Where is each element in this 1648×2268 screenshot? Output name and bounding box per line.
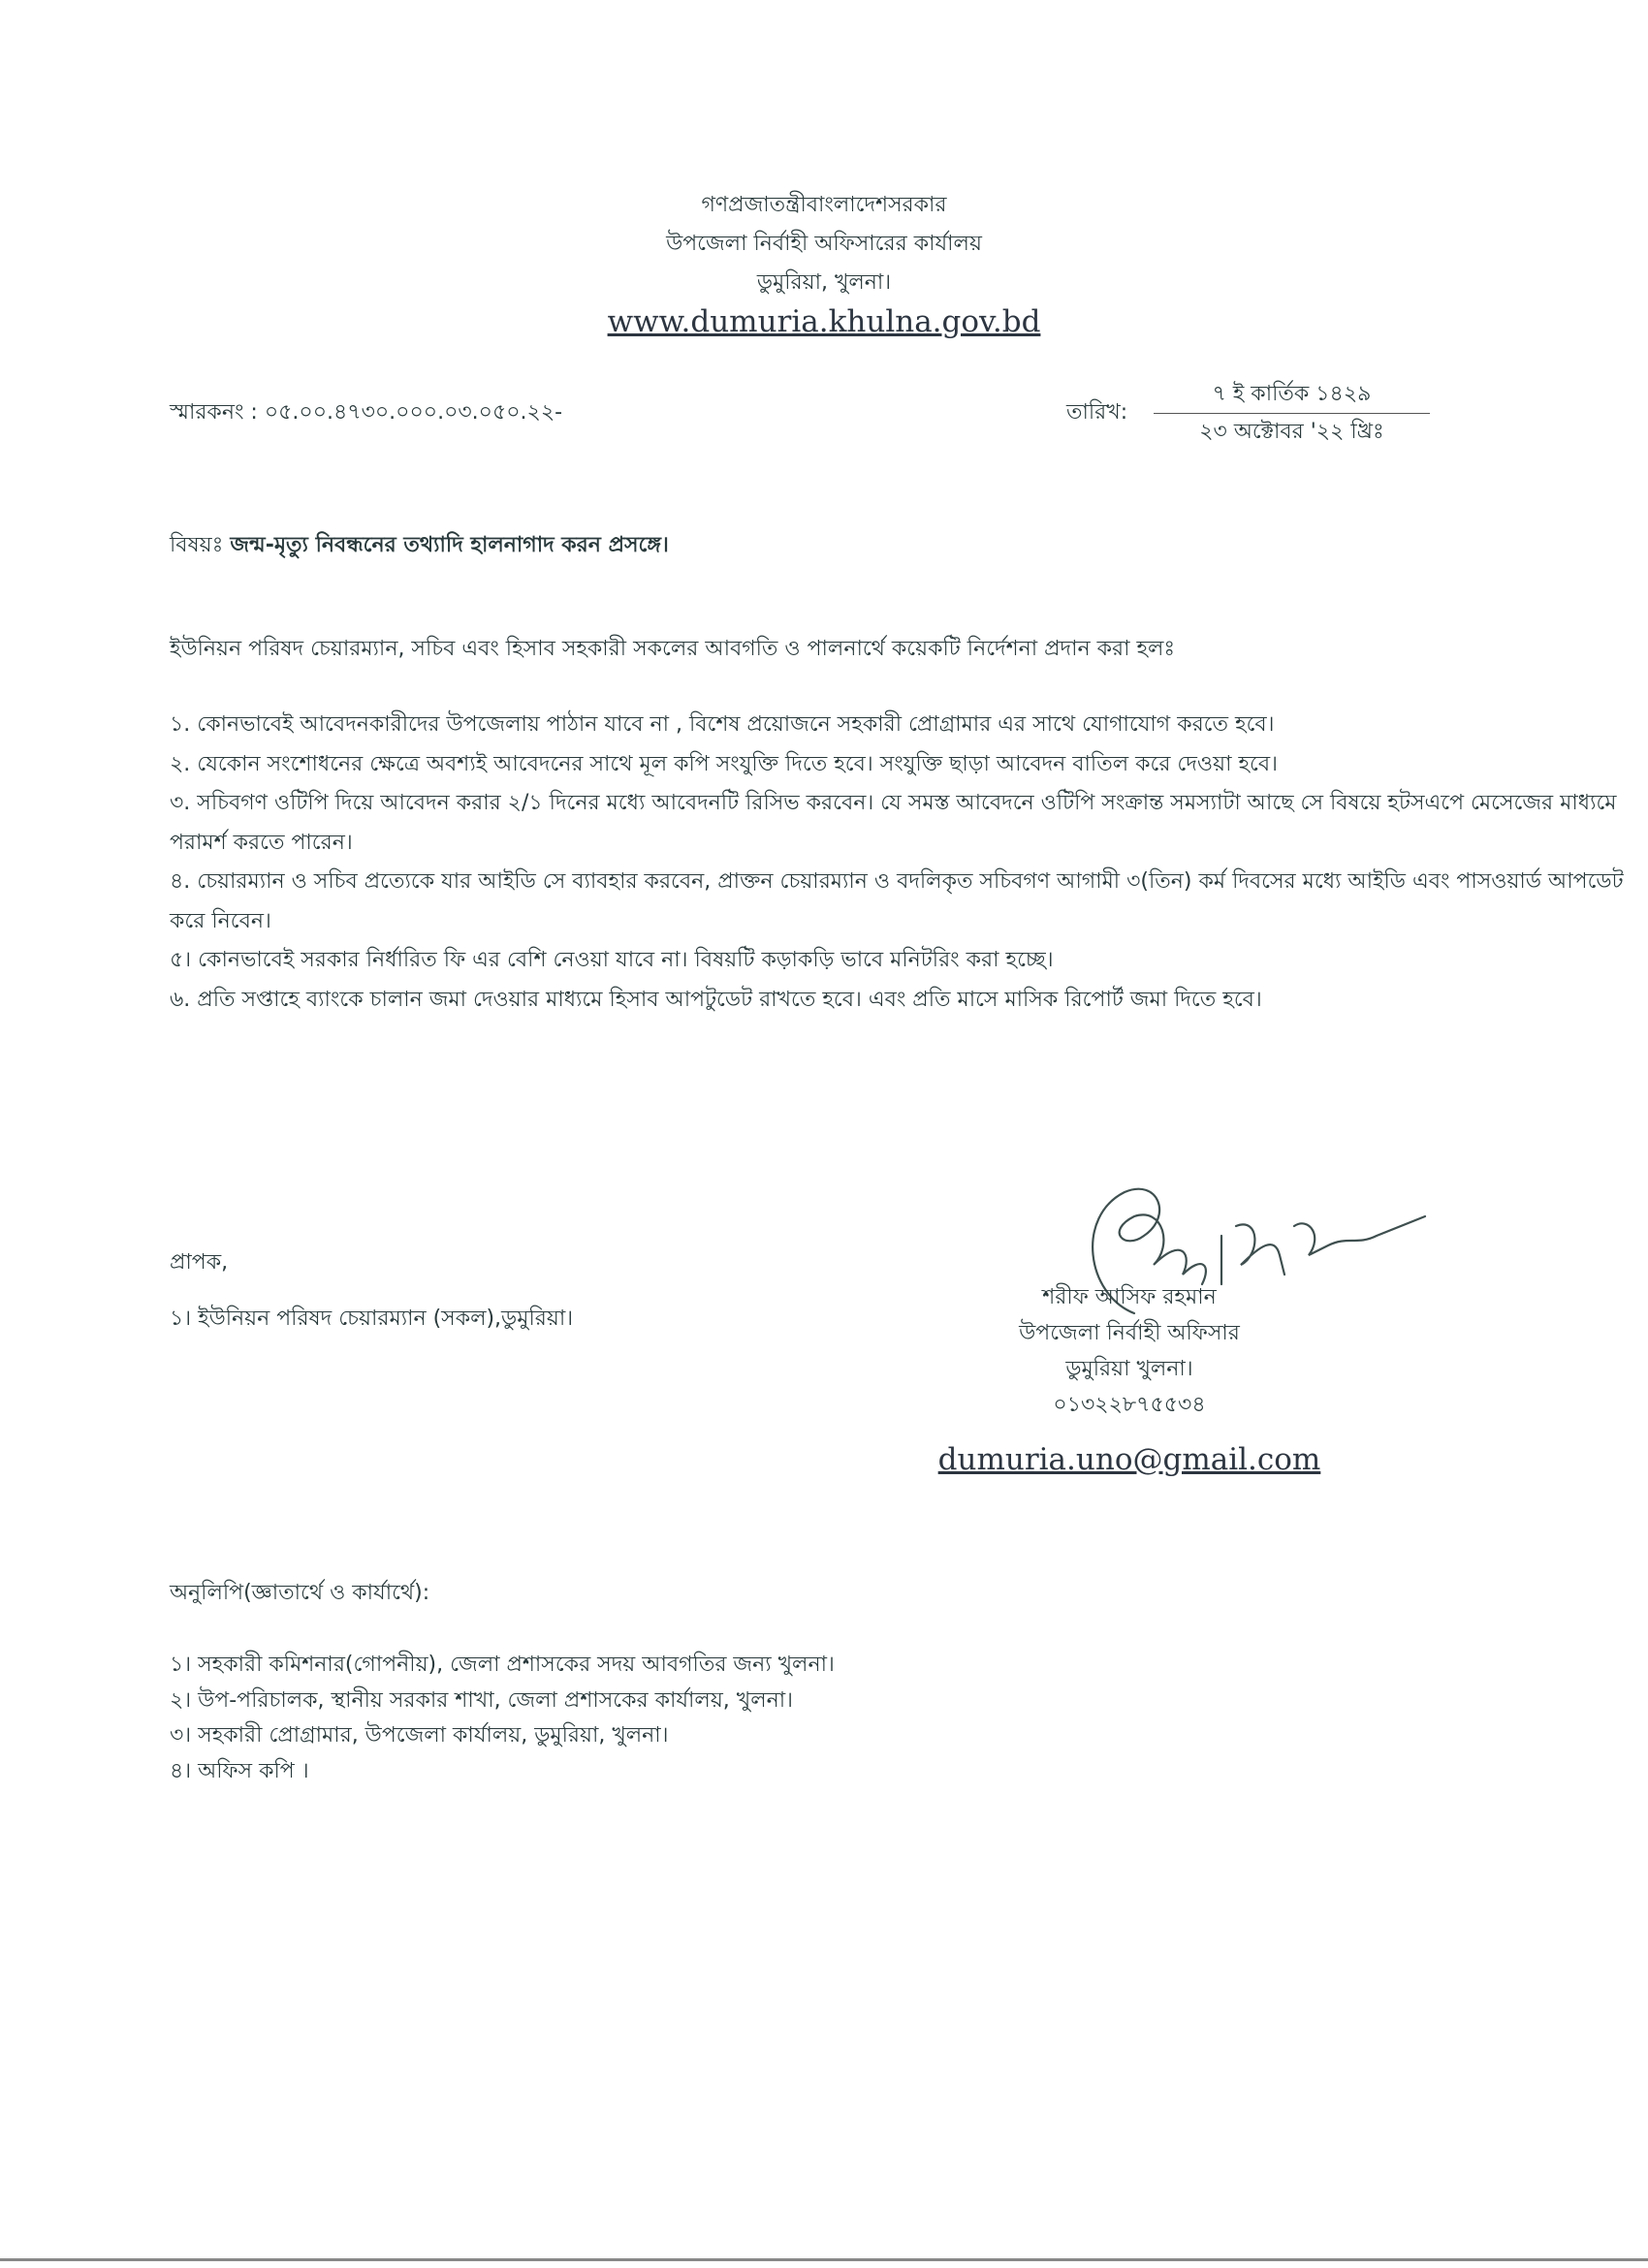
signatory-email[interactable]: dumuria.uno@gmail.com [937,1442,1321,1477]
instruction-item: ৫। কোনভাবেই সরকার নির্ধারিত ফি এর বেশি নেওয়া যাবে না। বিষয়টি কড়াকড়ি ভাবে মনিটরিং করা হচ্ছে। [170,948,1054,972]
instruction-item: ২. যেকোন সংশোধনের ক্ষেত্রে অবশ্যই আবেদনের সাথে মূল কপি সংযুক্তি দিতে হবে। সংযুক্তি ছাড়া আবেদন বাতিল করে দেওয়া হবে। [170,751,1278,776]
instruction-item: ৬. প্রতি সপ্তাহে ব্যাংকে চালান জমা দেওয়ার মাধ্যমে হিসাব আপটুডেট রাখতে হবে। এবং প্রতি মাসে মাসিক রিপোর্ট জমা দিতে হবে। [170,987,1262,1012]
signatory-location: ডুমুরিয়া খুলনা। [1065,1357,1193,1381]
date-label: তারিখ: [1066,400,1128,425]
instruction-item: ৪. চেয়ারম্যান ও সচিব প্রত্যেকে যার আইডি সে ব্যাবহার করবেন, প্রাক্তন চেয়ারম্যান ও বদলিকৃত সচিবগণ আগামী ৩(তিন) কর্ম দিবসের মধ্যে আইডি এবং পাসওয়ার্ড আপডেট করে নিবেন। [170,869,1624,933]
date-english: ২৩ অক্টোবর '২২ খ্রিঃ [1199,420,1384,444]
website-link[interactable]: www.dumuria.khulna.gov.bd [607,304,1041,339]
date-block [1154,376,1430,451]
date-bangla: ৭ ই কার্তিক ১৪২৯ [1154,376,1430,414]
signatory-phone: ০১৩২২৮৭৫৫৩৪ [1053,1393,1206,1417]
copy-item: ১। সহকারী কমিশনার(গোপনীয়), জেলা প্রশাসকের সদয় আবগতির জন্য খুলনা। [170,1653,835,1677]
reference-value: ০৫.০০.৪৭৩০.০০০.০৩.০৫০.২২- [264,400,563,425]
letterhead [0,186,1648,341]
recipient-item: ১। ইউনিয়ন পরিষদ চেয়ারম্যান (সকল),ডুমুরিয়া। [170,1307,574,1331]
subject-text: জন্ম-মৃত্যু নিবন্ধনের তথ্যাদি হালনাগাদ করন প্রসঙ্গে। [230,533,669,557]
instruction-item: ১. কোনভাবেই আবেদনকারীদের উপজেলায় পাঠান যাবে না , বিশেষ প্রয়োজনে সহকারী প্রোগ্রামার এর সাথে যোগাযোগ করতে হবে। [170,712,1275,737]
reference-label: স্মারকনং : [170,400,265,425]
intro-text: ইউনিয়ন পরিষদ চেয়ারম্যান, সচিব এবং হিসাব সহকারী সকলের আবগতি ও পালনার্থে কয়েকটি নির্দেশনা প্রদান করা হলঃ [170,637,1176,661]
subject-line [170,528,669,564]
government-name: গণপ্রজাতন্ত্রীবাংলাদেশসরকার [701,193,947,217]
instruction-list [170,706,1624,1020]
copy-item: ৩। সহকারী প্রোগ্রামার, উপজেলা কার্যালয়, ডুমুরিয়া, খুলনা। [170,1723,669,1748]
copy-item: ৪। অফিস কপি । [170,1758,309,1783]
copies-label: অনুলিপি(জ্ঞাতার্থে ও কার্যার্থে): [170,1581,430,1605]
copy-item: ২। উপ-পরিচালক, স্থানীয় সরকার শাখা, জেলা প্রশাসকের কার্যালয়, খুলনা। [170,1687,793,1713]
signatory-name: শরীফ আসিফ রহমান [1042,1285,1217,1309]
instruction-item: ৩. সচিবগণ ওটিপি দিয়ে আবেদন করার ২/১ দিনের মধ্যে আবেদনটি রিসিভ করবেন। যে সমস্ত আবেদনে ওটিপি সংক্রান্ত সমস্যাটা আছে সে বিষয়ে হটসএপে মেসেজের মাধ্যমে পরামর্শ করতে পারেন। [170,791,1617,855]
copies-list [170,1648,835,1789]
office-location: ডুমুরিয়া, খুলনা। [756,270,892,295]
signatory-block [969,1279,1289,1423]
office-name: উপজেলা নির্বাহী অফিসারের কার্যালয় [666,232,982,256]
subject-label: বিষয়ঃ [170,533,231,557]
reference-number [170,395,562,431]
recipient-label: প্রাপক, [170,1250,229,1275]
signatory-title: উপজেলা নির্বাহী অফিসার [1019,1321,1240,1345]
scan-edge [0,2258,1648,2261]
